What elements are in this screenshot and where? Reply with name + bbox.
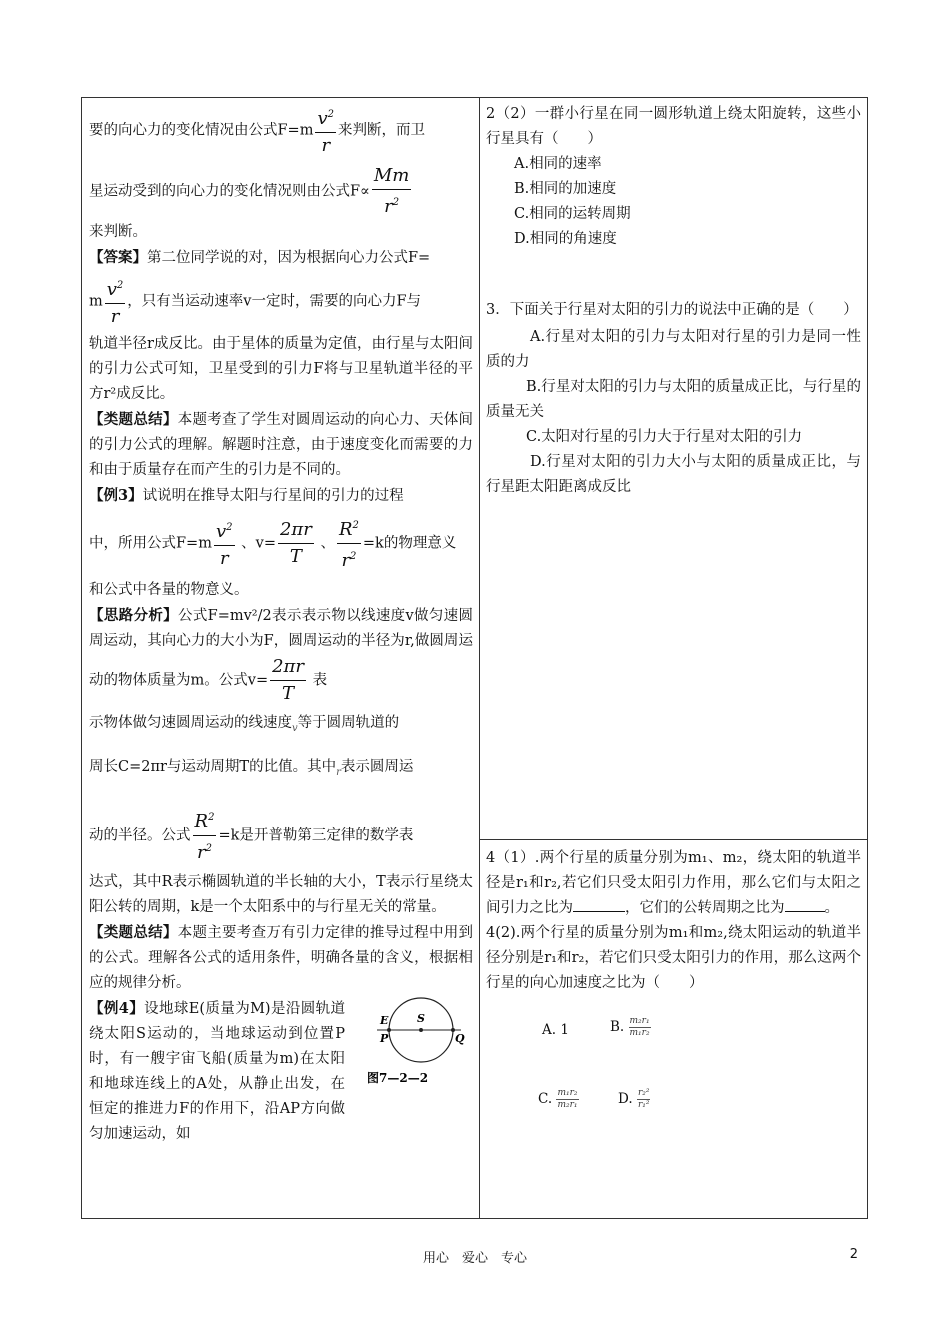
fraction-option-c: $\frac{\text{m₁r₂}}{\text{m₂r₁}}$ [557,1088,578,1110]
q3-option-a: A.行星对太阳的引力与太阳对行星的引力是同一性质的力 [486,329,861,370]
fraction-v2-over-r-3: $\frac{v^2}{r}$ [214,515,235,572]
option-c: C.相同的运转周期 [514,206,631,222]
example-3-end: 和公式中各量的物意义。 [89,582,249,598]
label-P: P [380,1031,389,1045]
question-3: 3．下面关于行星对太阳的引力的说法中正确的是（ ） [486,302,858,318]
analysis-label: 【思路分析】 [89,607,178,624]
summary-2: 【类题总结】本题主要考查万有引力定律的推导过程中用到的公式。理解各公式的适用条件，明确各量的含义，根据相应的规律分析。 [89,923,474,991]
example-4-label: 【例4】 [89,999,145,1017]
answer-explanation: 轨道半径r成反比。由于星体的质量为定值，由行星与太阳间的引力公式可知，卫星受到的引力F将与卫星轨道半径的平方r²成反比。 [89,336,473,402]
answer-label: 【答案】 [89,249,147,266]
example-3: 【例3】试说明在推导太阳与行星间的引力的过程 [89,487,404,504]
fraction-R2-over-r2-2: $\frac{R^2}{r^2}$ [193,805,217,866]
option-d: D.相同的角速度 [514,231,617,247]
paragraph-gravity: 星运动受到的向心力的变化情况则由公式F∝ $\frac{Mm}{r^2}$ [89,163,473,220]
fraction-v2-over-r: $\frac{v^2}{r}$ [315,102,336,159]
right-top-cell [480,98,867,840]
q3-option-d: D.行星对太阳的引力大小与太阳的质量成正比，与行星距太阳距离成反比 [486,454,861,495]
example-4: 【例4】设地球E(质量为M)是沿圆轨道绕太阳S运动的，当地球运动到位置P时，有一艘宇宙飞船(质量为m)在太阳和地球连线上的A处，从静止出发，在恒定的推进力F的作用下，沿AP方向做匀加速运动，如 E S P Q 图7—2—2 [89,996,473,1147]
summary-2-label: 【类题总结】 [89,923,178,941]
answer-blank-1 [573,897,625,912]
question-4-2-options [486,1010,861,1130]
q4-option-c: C. $\frac{\text{m₁r₂}}{\text{m₂r₁}}$ [538,1088,578,1110]
right-bottom-cell [480,840,867,1218]
answer-blank-2 [785,897,825,912]
question-4-2: 4(2).两个行星的质量分别为m₁和m₂,绕太阳运动的轨道半径分别是r₁和r₂，若它们只受太阳引力的作用，那么这两个行星的向心加速度之比为（ ） [486,925,861,991]
fraction-Mm-over-r2: $\frac{Mm}{r^2}$ [373,165,410,217]
fraction-v2-over-r-2: $\frac{v^2}{r}$ [105,273,126,330]
question-3-options [486,325,861,500]
q4-option-b: B. $\frac{\text{m₂r₁}}{\text{m₁r₂}}$ [610,1016,650,1038]
answer-line: 【答案】第二位同学说的对，因为根据向心力公式F= [89,249,431,266]
paragraph-judge: 来判断。 [89,224,147,240]
summary-1: 【类题总结】本题考查了学生对圆周运动的向心力、天体间的引力公式的理解。解题时注意，由于速度变化而需要的力和由于质量存在而产生的引力是不同的。 [89,411,474,478]
orbit-figure [349,992,469,1090]
question-2-2-options [486,152,861,252]
q3-option-c: C.太阳对行星的引力大于行星对太阳的引力 [526,429,803,445]
question-2-2: 2（2）一群小行星在同一圆形轨道上绕太阳旋转，这些小行星具有（ ） [486,106,861,147]
q4-option-d: D. $\frac{\text{r₂²}}{\text{r₁²}}$ [618,1088,650,1110]
fraction-option-b: $\frac{\text{m₂r₁}}{\text{m₁r₂}}$ [629,1016,650,1038]
footer-motto: 用心 爱心 专心 [422,1251,527,1266]
summary-label: 【类题总结】 [89,411,178,428]
label-S: S [417,1011,425,1025]
fraction-2pir-over-T-2: $\frac{2\pi r}{T}$ [272,656,304,704]
content-table [81,97,868,1219]
analysis-5: 达式，其中R表示椭圆轨道的半长轴的大小，T表示行星绕太阳公转的周期，k是一个太阳系中的与行星无关的常量。 [89,873,473,915]
fraction-2pir-over-T: $\frac{2\pi r}{T}$ [279,519,312,567]
option-a: A.相同的速率 [514,156,602,172]
analysis-3: 周长C=2πr与运动周期T的比值。其中$_r$表示圆周运 [89,758,414,778]
analysis: 【思路分析】公式F=mv²/2表示表示物以线速度v做匀速圆周运动，其向心力的大小为F，圆周运动的半径为r,做圆周运动的物体质量为m。公式v= $\frac{2\pi r}{T}$ 表 [89,603,473,707]
q3-option-b: B.行星对太阳的引力与太阳的质量成正比，与行星的质量无关 [486,379,861,420]
analysis-4: 动的半径。公式 $\frac{R^2}{r^2}$ =k是开普勒第三定律的数学表 [89,805,473,866]
fraction-option-d: $\frac{\text{r₂²}}{\text{r₁²}}$ [637,1088,650,1110]
label-Q: Q [455,1031,465,1045]
question-4-1: 4（1）.两个行星的质量分别为m₁、m₂，绕太阳的轨道半径是r₁和r₂,若它们只受太阳引力作用，那么它们与太阳之间引力之比为 ，它们的公转周期之比为 。 [486,850,861,916]
q4-option-a: A. 1 [542,1022,569,1038]
left-column [82,98,480,1218]
label-E: E [380,1013,389,1027]
page-number: 2 [849,1247,858,1262]
example-3-label: 【例3】 [89,487,143,504]
option-b: B.相同的加速度 [514,181,617,197]
analysis-2: 示物体做匀速圆周运动的线速度$_v$等于圆周轨道的 [89,715,400,734]
figure-caption: 图7—2—2 [367,1070,429,1085]
answer-formula-line: m $\frac{v^2}{r}$ ，只有当运动速率v一定时，需要的向心力F与 [89,273,473,330]
fraction-R2-over-r2: $\frac{R^2}{r^2}$ [337,513,361,574]
right-column [480,98,867,1218]
paragraph-intro: 要的向心力的变化情况由公式F=m $\frac{v^2}{r}$ 来判断，而卫 [89,102,473,159]
example-3-formulas: 中，所用公式F=m $\frac{v^2}{r}$ 、v= $\frac{2\pi r}{T}$ 、 $\frac{R^2}{r^2}$ =k的物理意义 [89,513,473,574]
